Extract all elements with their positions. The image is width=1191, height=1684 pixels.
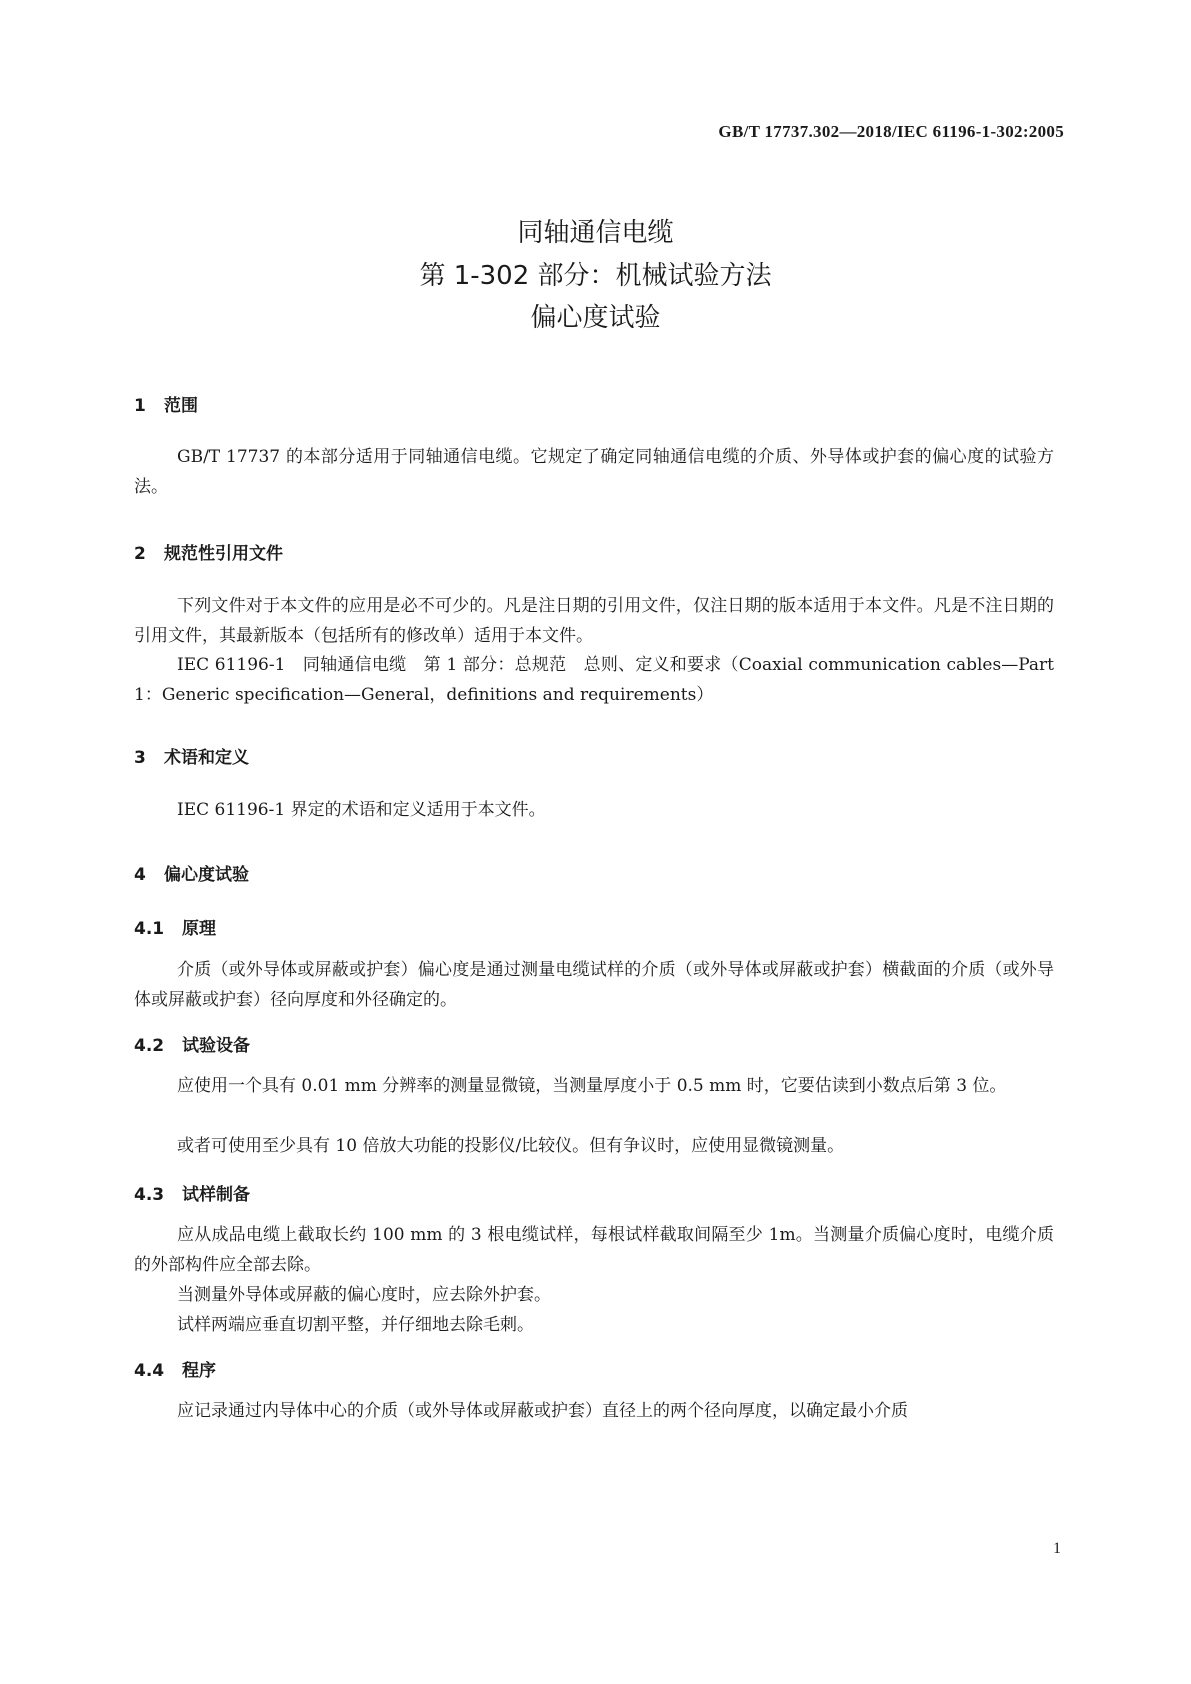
section-heading-3 xyxy=(134,743,249,768)
section-heading-4 xyxy=(134,860,249,885)
subsection-number: 4.4 xyxy=(134,1361,165,1381)
subsection-number: 4.3 xyxy=(134,1185,165,1205)
standard-identifier: GB/T 17737.302—2018/IEC 61196-1-302:2005 xyxy=(718,122,1064,141)
subsection-title: 试验设备 xyxy=(182,1036,250,1056)
paragraph: 应使用一个具有 0.01 mm 分辨率的测量显微镜，当测量厚度小于 0.5 mm 时，它要估读到小数点后第 3 位。 xyxy=(177,1076,1007,1096)
paragraph: GB/T 17737 的本部分适用于同轴通信电缆。它规定了确定同轴通信电缆的介质、外导体或护套的偏心度的试验方法。 xyxy=(134,447,1054,497)
subsection-title: 试样制备 xyxy=(182,1185,250,1205)
paragraph: IEC 61196-1 界定的术语和定义适用于本文件。 xyxy=(177,800,546,820)
subsection-title: 程序 xyxy=(182,1361,216,1381)
paragraph: 下列文件对于本文件的应用是必不可少的。凡是注日期的引用文件，仅注日期的版本适用于本文件。凡是不注日期的引用文件，其最新版本（包括所有的修改单）适用于本文件。 xyxy=(134,596,1054,646)
paragraph: 应从成品电缆上截取长约 100 mm 的 3 根电缆试样，每根试样截取间隔至少 1m。当测量介质偏心度时，电缆介质的外部构件应全部去除。 xyxy=(134,1225,1054,1275)
section-title: 规范性引用文件 xyxy=(164,544,283,564)
subsection-title: 原理 xyxy=(182,919,216,939)
document-title-line1: 同轴通信电缆 xyxy=(517,218,674,248)
subsection-heading-4-1 xyxy=(134,914,216,939)
subsection-heading-4-3 xyxy=(134,1180,250,1205)
subsection-heading-4-2 xyxy=(134,1031,250,1056)
reference-entry: IEC 61196-1 同轴通信电缆 第 1 部分：总规范 总则、定义和要求（Coaxial communication cables—Part 1：Generic specification—General，definitions and requirements） xyxy=(134,655,1054,705)
section-title: 范围 xyxy=(164,396,198,416)
paragraph: 试样两端应垂直切割平整，并仔细地去除毛刺。 xyxy=(177,1315,534,1335)
page-number: 1 xyxy=(1053,1540,1061,1557)
section-number: 2 xyxy=(134,544,146,564)
document-title-line3: 偏心度试验 xyxy=(530,303,661,333)
section-number: 1 xyxy=(134,396,146,416)
section-number: 4 xyxy=(134,865,146,885)
paragraph: 当测量外导体或屏蔽的偏心度时，应去除外护套。 xyxy=(177,1285,551,1305)
section-heading-2 xyxy=(134,539,283,564)
subsection-number: 4.1 xyxy=(134,919,165,939)
paragraph: 应记录通过内导体中心的介质（或外导体或屏蔽或护套）直径上的两个径向厚度，以确定最小介质 xyxy=(177,1401,908,1421)
document-title-line2: 第 1-302 部分：机械试验方法 xyxy=(419,261,772,291)
paragraph: 介质（或外导体或屏蔽或护套）偏心度是通过测量电缆试样的介质（或外导体或屏蔽或护套）横截面的介质（或外导体或屏蔽或护套）径向厚度和外径确定的。 xyxy=(134,960,1054,1010)
subsection-number: 4.2 xyxy=(134,1036,165,1056)
section-title: 偏心度试验 xyxy=(164,865,249,885)
section-title: 术语和定义 xyxy=(164,748,249,768)
section-heading-1 xyxy=(134,391,198,416)
section-number: 3 xyxy=(134,748,146,768)
paragraph: 或者可使用至少具有 10 倍放大功能的投影仪/比较仪。但有争议时，应使用显微镜测量。 xyxy=(177,1136,845,1156)
subsection-heading-4-4 xyxy=(134,1356,216,1381)
